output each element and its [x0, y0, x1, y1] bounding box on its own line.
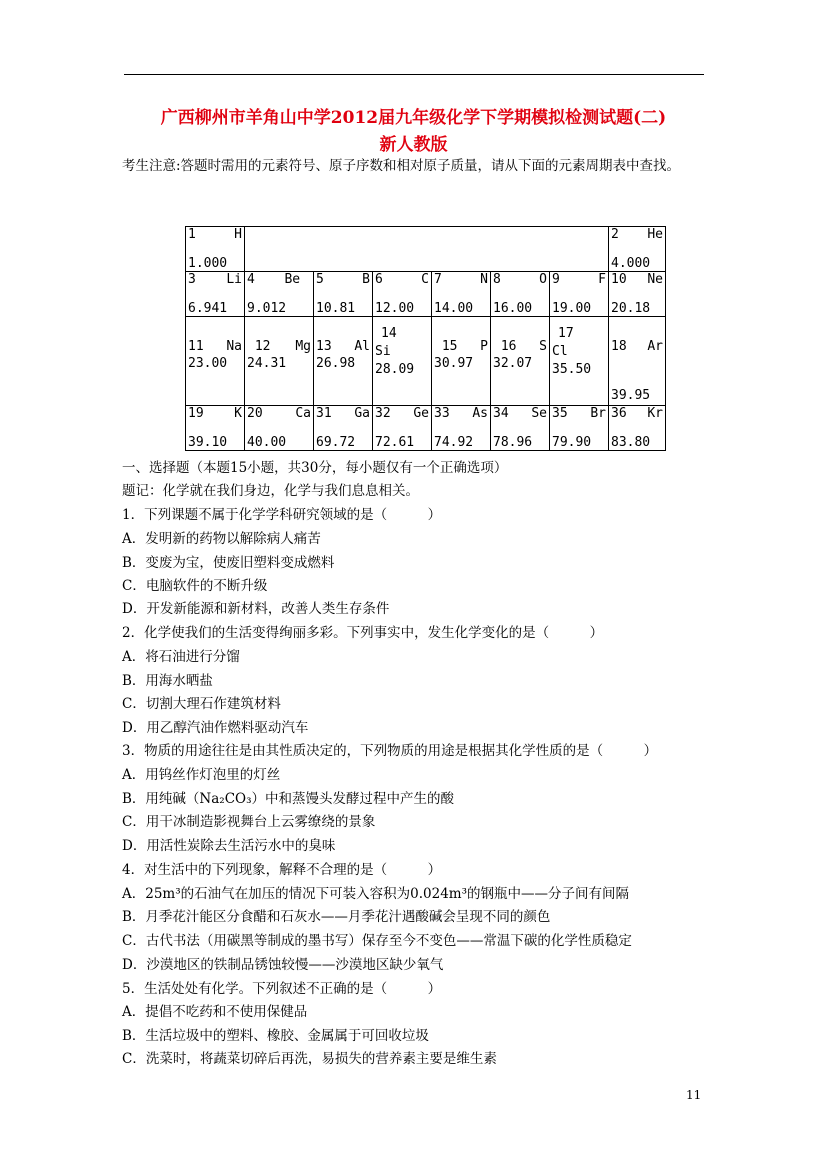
table-gap — [245, 227, 609, 272]
question-2: 2．化学使我们的生活变得绚丽多彩。下列事实中，发生化学变化的是（ ） — [122, 625, 604, 641]
element-cell-b: 5 B 10.81 — [314, 272, 373, 317]
element-cell-na: 11 Na 23.00 — [186, 317, 245, 406]
element-cell-ga: 31 Ga 69.72 — [314, 406, 373, 451]
question-1: 1．下列课题不属于化学学科研究领域的是（ ） — [122, 507, 442, 523]
element-cell-ca: 20 Ca 40.00 — [245, 406, 314, 451]
question-5: 5．生活处处有化学。下列叙述不正确的是（ ） — [122, 981, 442, 997]
q5-option-a: A．提倡不吃药和不使用保健品 — [122, 1004, 308, 1020]
question-3: 3．物质的用途往往是由其性质决定的，下列物质的用途是根据其化学性质的是（ ） — [122, 743, 658, 759]
q1-option-d: D．开发新能源和新材料，改善人类生存条件 — [122, 601, 390, 617]
element-cell-li: 3 Li 6.941 — [186, 272, 245, 317]
q4-option-b: B．月季花汁能区分食醋和石灰水——月季花汁遇酸碱会呈现不同的颜色 — [122, 909, 551, 925]
element-cell-as: 33 As 74.92 — [432, 406, 491, 451]
exam-notice: 考生注意:答题时需用的元素符号、原子序数和相对原子质量，请从下面的元素周期表中查找。 — [122, 158, 681, 174]
q4-option-d: D．沙漠地区的铁制品锈蚀较慢——沙漠地区缺少氧气 — [122, 957, 444, 973]
q1-option-c: C．电脑软件的不断升级 — [122, 578, 268, 594]
header-rule — [124, 74, 704, 75]
q2-option-b: B．用海水晒盐 — [122, 673, 213, 689]
element-cell-ar: 18 Ar 39.95 — [609, 317, 666, 406]
preface-note: 题记：化学就在我们身边，化学与我们息息相关。 — [122, 483, 419, 499]
q1-option-a: A．发明新的药物以解除病人痛苦 — [122, 531, 321, 547]
element-cell-n: 7 N 14.00 — [432, 272, 491, 317]
element-cell-k: 19 K 39.10 — [186, 406, 245, 451]
element-cell-al: 13 Al 26.98 — [314, 317, 373, 406]
element-cell-c: 6 C 12.00 — [373, 272, 432, 317]
q1-option-b: B．变废为宝，使废旧塑料变成燃料 — [122, 555, 335, 571]
element-cell-f: 9 F 19.00 — [550, 272, 609, 317]
element-cell-s: 16 S 32.07 — [491, 317, 550, 406]
periodic-table — [185, 226, 666, 451]
question-4: 4．对生活中的下列现象，解释不合理的是（ ） — [122, 862, 442, 878]
q3-option-c: C．用干冰制造影视舞台上云雾缭绕的景象 — [122, 814, 376, 830]
page-subtitle: 新人教版 — [379, 135, 448, 155]
element-cell-h: 1 H 1.000 — [186, 227, 245, 272]
q2-option-d: D．用乙醇汽油作燃料驱动汽车 — [122, 720, 309, 736]
element-cell-si: 14 Si 28.09 — [373, 317, 432, 406]
section-heading: 一、选择题（本题15小题，共30分，每小题仅有一个正确选项） — [122, 460, 508, 476]
q2-option-c: C．切割大理石作建筑材料 — [122, 696, 281, 712]
q4-option-a: A．25m³的石油气在加压的情况下可装入容积为0.024m³的钢瓶中——分子间有间隔 — [122, 886, 630, 902]
q5-option-c: C．洗菜时，将蔬菜切碎后再洗，易损失的营养素主要是维生素 — [122, 1051, 497, 1067]
q3-option-d: D．用活性炭除去生活污水中的臭味 — [122, 838, 336, 854]
element-cell-be: 4 Be 9.012 — [245, 272, 314, 317]
page-title: 广西柳州市羊角山中学2012届九年级化学下学期模拟检测试题(二) — [160, 108, 667, 128]
q3-option-a: A．用钨丝作灯泡里的灯丝 — [122, 767, 281, 783]
element-cell-o: 8 O 16.00 — [491, 272, 550, 317]
q3-option-b: B．用纯碱（Na₂CO₃）中和蒸馒头发酵过程中产生的酸 — [122, 791, 455, 807]
element-cell-se: 34 Se 78.96 — [491, 406, 550, 451]
q5-option-b: B．生活垃圾中的塑料、橡胶、金属属于可回收垃圾 — [122, 1028, 429, 1044]
element-cell-cl: 17 Cl 35.50 — [550, 317, 609, 406]
q2-option-a: A．将石油进行分馏 — [122, 649, 240, 665]
element-cell-he: 2 He 4.000 — [609, 227, 666, 272]
page-number: 11 — [686, 1088, 702, 1102]
element-cell-br: 35 Br 79.90 — [550, 406, 609, 451]
element-cell-mg: 12 Mg 24.31 — [245, 317, 314, 406]
element-cell-ne: 10 Ne 20.18 — [609, 272, 666, 317]
q4-option-c: C．古代书法（用碳黑等制成的墨书写）保存至今不变色——常温下碳的化学性质稳定 — [122, 933, 632, 949]
element-cell-p: 15 P 30.97 — [432, 317, 491, 406]
element-cell-ge: 32 Ge 72.61 — [373, 406, 432, 451]
element-cell-kr: 36 Kr 83.80 — [609, 406, 666, 451]
